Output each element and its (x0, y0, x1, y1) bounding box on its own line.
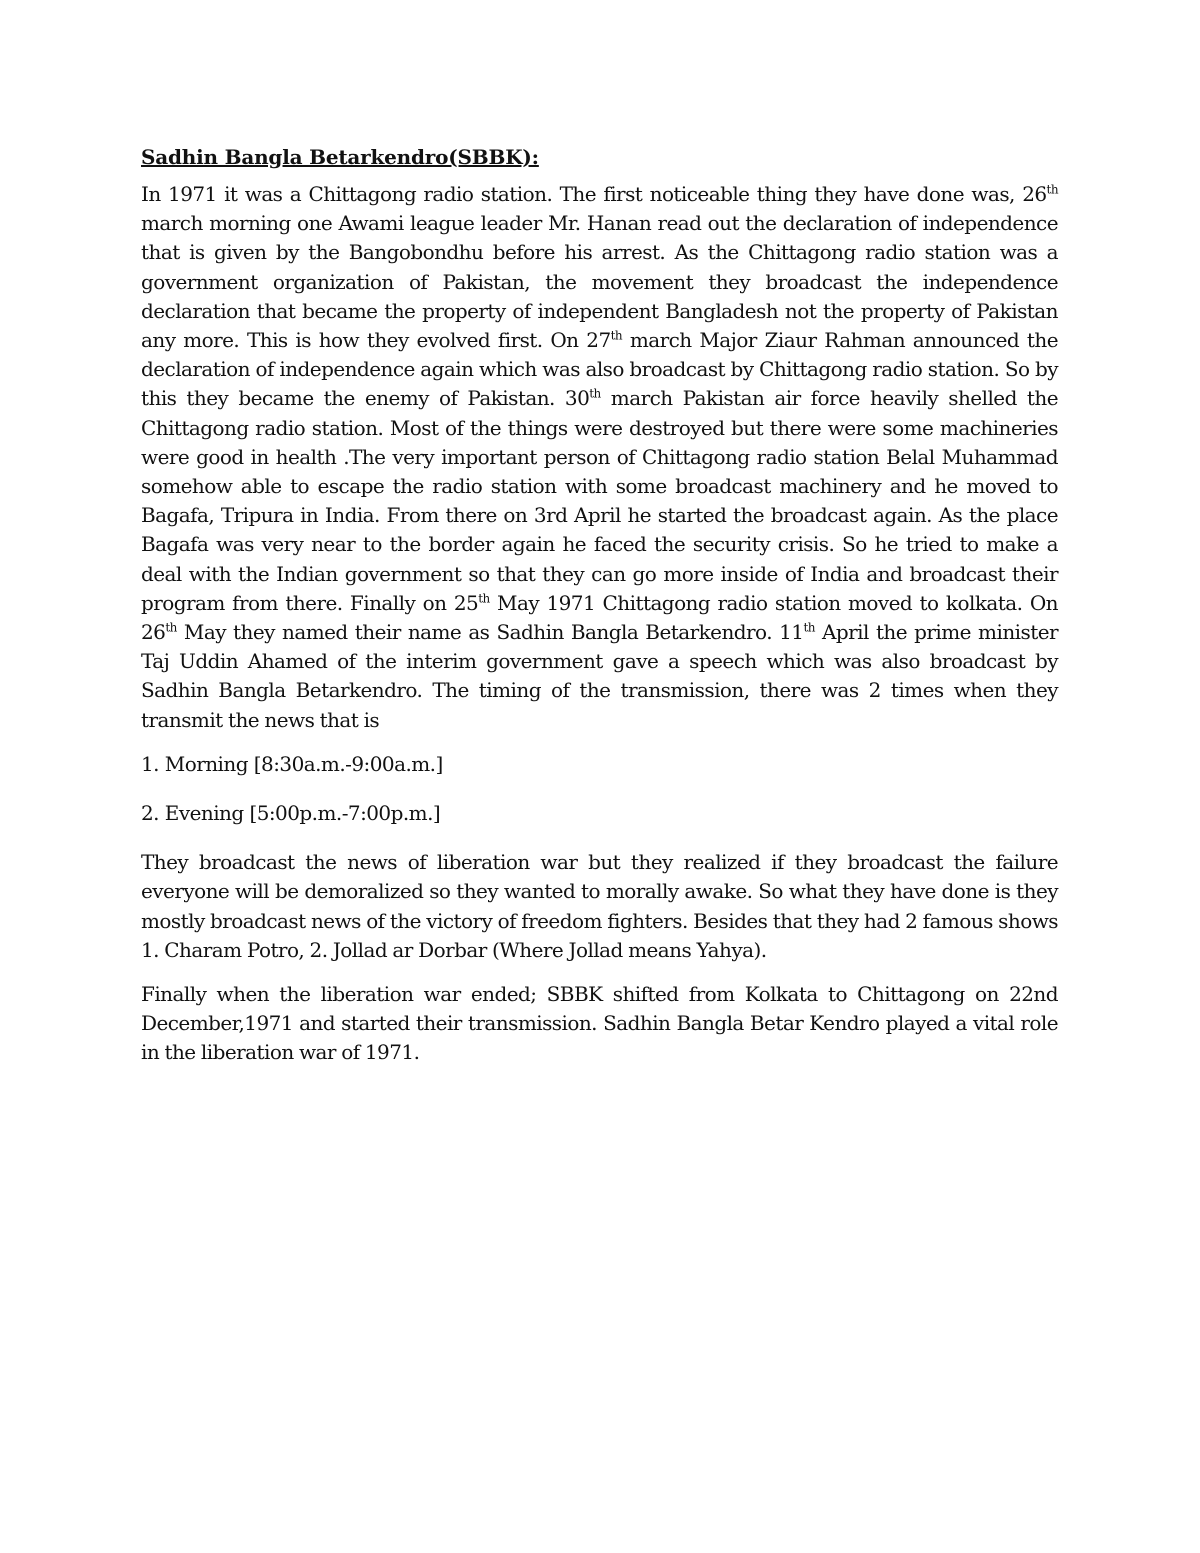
paragraph-broadcast-news: They broadcast the news of liberation war but they realized if they broadcast the failure everyone will be demoralized so they wanted to morally awake. So what they have done is they mostly broadcast news of the victory of freedom fighters. Besides that they had 2 famous shows 1. Charam Potro, 2. Jollad ar Dorbar (Where Jollad means Yahya). (141, 850, 1058, 962)
text-run: march Major Ziaur Rahman announced the declaration of independence again which was also broadcast by Chittagong radio station. So by this they became the enemy of Pakistan. 30 (141, 328, 1059, 411)
ordinal-suffix: th (1046, 182, 1058, 197)
list-item-evening: 2. Evening [5:00p.m.-7:00p.m.] (141, 801, 441, 826)
text-run: march morning one Awami league leader Mr. Hanan read out the declaration of independence that is given by the Bangobondhu before his arrest. As the Chittagong radio station was a government organization of Pakistan, the movement they broadcast the independence declaration that became the property of independent Bangladesh not the property of Pakistan any more. This is how they evolved first. On 27 (141, 211, 1058, 353)
document-heading: Sadhin Bangla Betarkendro(SBBK): (141, 145, 539, 169)
ordinal-suffix: th (803, 620, 815, 635)
paragraph-conclusion: Finally when the liberation war ended; SBBK shifted from Kolkata to Chittagong on 22nd December,1971 and started their transmission. Sadhin Bangla Betar Kendro played a vital role in the liberation war of 1971. (141, 982, 1058, 1065)
text-run: May 1971 Chittagong radio station moved to kolkata. On 26 (141, 590, 1058, 645)
paragraph-history (141, 180, 1058, 735)
ordinal-suffix: th (610, 328, 623, 343)
ordinal-suffix: th (589, 386, 601, 401)
ordinal-suffix: th (478, 591, 490, 606)
document-body (141, 143, 1058, 1083)
text-run: April the prime minister Taj Uddin Ahamed of the interim government gave a speech which was also broadcast by Sadhin Bangla Betarkendro. The timing of the transmission, there was 2 times when they transmit the news that is (141, 620, 1058, 732)
list-item-morning: 1. Morning [8:30a.m.-9:00a.m.] (141, 751, 443, 776)
ordinal-suffix: th (165, 620, 177, 635)
text-run: march Pakistan air force heavily shelled the Chittagong radio station. Most of the things were destroyed but there were some machineries were good in health .The very important person of Chittagong radio station Belal Muhammad somehow able to escape the radio station with some broadcast machinery and he moved to Bagafa, Tripura in India. From there on 3rd April he started the broadcast again. As the place Bagafa was very near to the border again he faced the security crisis. So he tried to make a deal with the Indian government so that they can go more inside of India and broadcast their program from there. Finally on 25 (141, 386, 1058, 615)
text-run: May they named their name as Sadhin Bangla Betarkendro. 11 (176, 620, 804, 645)
text-run: In 1971 it was a Chittagong radio station. The first noticeable thing they have done was, 26 (141, 182, 1047, 206)
